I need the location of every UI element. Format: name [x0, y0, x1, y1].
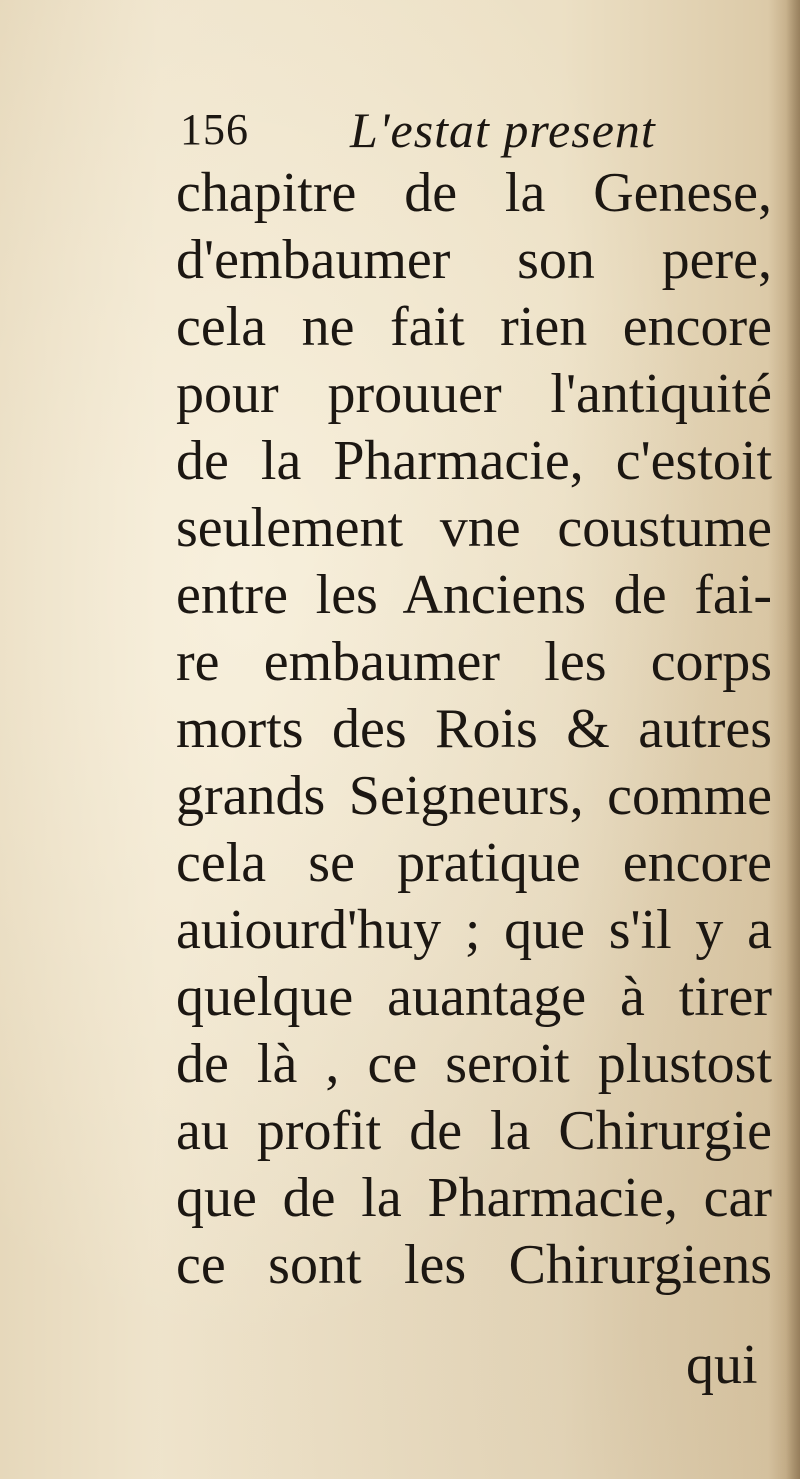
text-line: auiourd'huy ; que s'il y a — [176, 899, 772, 961]
running-title: L'estat present — [350, 102, 656, 158]
text-line: que de la Pharmacie, car — [176, 1167, 772, 1229]
text-line: au profit de la Chirurgie — [176, 1100, 772, 1162]
text-line: seulement vne coustume — [176, 497, 772, 559]
text-line: morts des Rois & autres — [176, 698, 772, 760]
text-line: de la Pharmacie, c'estoit — [176, 430, 772, 492]
catchword: qui — [686, 1334, 758, 1396]
page-number: 156 — [180, 105, 249, 154]
text-line: pour prouuer l'antiquité — [176, 363, 772, 425]
text-line: quelque auantage à tirer — [176, 966, 772, 1028]
text-line: d'embaumer son pere, — [176, 229, 772, 291]
text-line: re embaumer les corps — [176, 631, 772, 693]
page-edge-shadow — [786, 0, 800, 1479]
text-line: grands Seigneurs, comme — [176, 765, 772, 827]
running-head — [180, 100, 740, 160]
text-line: de là , ce seroit plustost — [176, 1033, 772, 1095]
body-text — [176, 160, 772, 1299]
text-line: cela ne fait rien encore — [176, 296, 772, 358]
text-line: ce sont les Chirurgiens — [176, 1234, 772, 1296]
text-line: chapitre de la Genese, — [176, 162, 772, 224]
text-line: entre les Anciens de fai- — [176, 564, 772, 626]
text-line: cela se pratique encore — [176, 832, 772, 894]
